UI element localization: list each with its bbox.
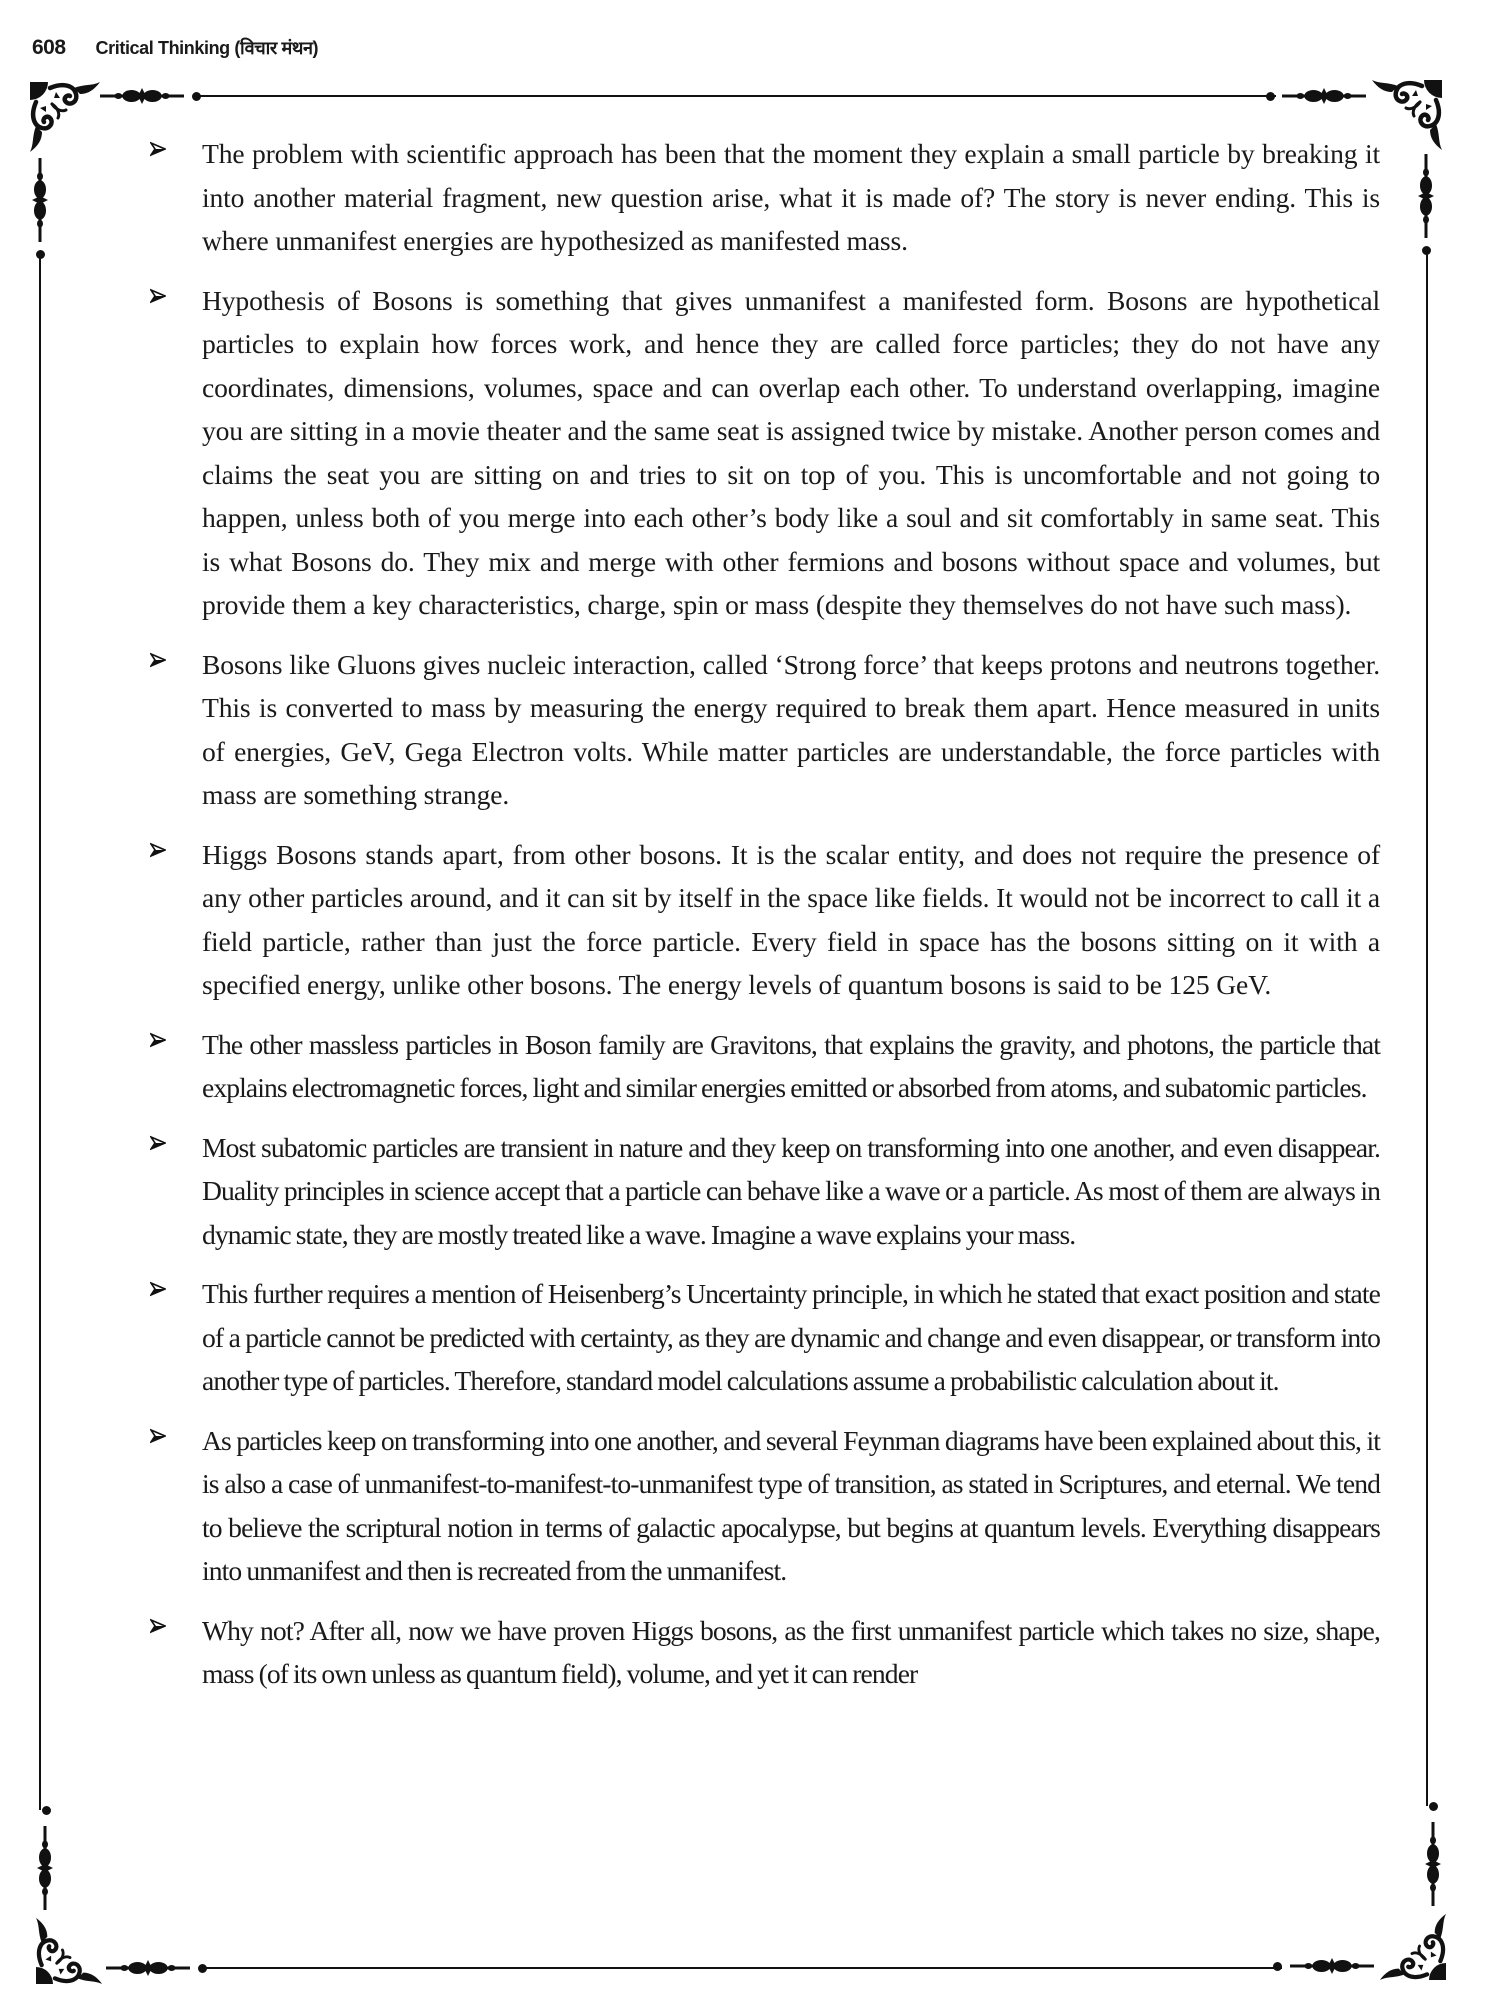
frame-line-bottom bbox=[202, 1967, 1282, 1969]
divider-ornament-top-left-icon bbox=[100, 88, 184, 104]
divider-ornament-bottom-left-icon bbox=[106, 1960, 190, 1976]
divider-ornament-bottom-right-icon bbox=[1290, 1958, 1374, 1974]
bullet-text: The problem with scientific approach has been that the moment they explain a small particle by breaking it into another material fragment, new question arise, what it is made of? The story is never ending. This is where unmanifest energies are hypothesized as manifested mass. bbox=[202, 138, 1380, 256]
bullet-item bbox=[150, 833, 1380, 1007]
frame-dot bbox=[1429, 1802, 1438, 1811]
frame-line-top bbox=[196, 95, 1276, 97]
divider-ornament-right-bottom-icon bbox=[1425, 1822, 1441, 1906]
bullet-text: As particles keep on transforming into one another, and several Feynman diagrams have been explained about this, it is also a case of unmanifest-to-manifest-to-unmanifest type of transition, as stated in Scriptures, and eternal. We tend to believe the scriptural notion in terms of galactic apocalypse, but begins at quantum levels. Everything disappears into unmanifest and then is recreated from the unmanifest. bbox=[202, 1424, 1380, 1586]
running-title: Critical Thinking (विचार मंथन) bbox=[95, 38, 319, 58]
triangle-bullet-icon bbox=[150, 1281, 166, 1297]
bullet-text: Most subatomic particles are transient in nature and they keep on transforming into one another, and even disappear. Duality principles in science accept that a particle can behave like a wave or a particle. As most of them are always in dynamic state, they are mostly treated like a wave. Imagine a wave explains your mass. bbox=[202, 1131, 1380, 1250]
bullet-text: This further requires a mention of Heisenberg’s Uncertainty principle, in which he stated that exact position and state of a particle cannot be predicted with certainty, as they are dynamic and change and even disappear, or transform into another type of particles. Therefore, standard model calculations assume a probabilistic calculation about it. bbox=[202, 1278, 1380, 1396]
bullet-text: Higgs Bosons stands apart, from other bosons. It is the scalar entity, and does not require the presence of any other particles around, and it can sit by itself in the space like fields. It would not be incorrect to call it a field particle, rather than just the force particle. Every field in space has the bosons sitting on it with a specified energy, unlike other bosons. The energy levels of quantum bosons is said to be 125 GeV. bbox=[202, 838, 1380, 1000]
bullet-text: Bosons like Gluons gives nucleic interaction, called ‘Strong force’ that keeps protons and neutrons together. This is converted to mass by measuring the energy required to break them apart. Hence measured in units of energies, GeV, Gega Electron volts. While matter particles are understandable, the force particles with mass are something strange. bbox=[202, 648, 1380, 810]
page-header bbox=[32, 36, 318, 60]
divider-ornament-right-top-icon bbox=[1418, 154, 1434, 238]
triangle-bullet-icon bbox=[150, 141, 166, 157]
divider-ornament-left-bottom-icon bbox=[37, 1826, 53, 1910]
frame-dot bbox=[42, 1806, 51, 1815]
triangle-bullet-icon bbox=[150, 1135, 166, 1151]
bullet-list bbox=[150, 132, 1380, 1712]
bullet-text: Why not? After all, now we have proven Higgs bosons, as the first unmanifest particle which takes no size, shape, mass (of its own unless as quantum field), volume, and yet it can render bbox=[202, 1614, 1380, 1689]
divider-ornament-top-right-icon bbox=[1282, 88, 1366, 104]
bullet-item bbox=[150, 1272, 1380, 1403]
bullet-item bbox=[150, 1023, 1380, 1110]
corner-flourish-bottom-left-icon bbox=[36, 1916, 104, 1984]
triangle-bullet-icon bbox=[150, 842, 166, 858]
bullet-text: The other massless particles in Boson family are Gravitons, that explains the gravity, and photons, the particle that explains electromagnetic forces, light and similar energies emitted or absorbed from atoms, and subatomic particles. bbox=[202, 1028, 1380, 1103]
bullet-item bbox=[150, 279, 1380, 627]
bullet-item bbox=[150, 1419, 1380, 1593]
page-number: 608 bbox=[32, 36, 66, 59]
divider-ornament-left-top-icon bbox=[32, 158, 48, 242]
frame-dot bbox=[1266, 92, 1275, 101]
corner-flourish-bottom-right-icon bbox=[1378, 1912, 1446, 1980]
triangle-bullet-icon bbox=[150, 288, 166, 304]
bullet-item bbox=[150, 1126, 1380, 1257]
corner-flourish-top-left-icon bbox=[30, 82, 102, 154]
triangle-bullet-icon bbox=[150, 652, 166, 668]
bullet-text: Hypothesis of Bosons is something that gives unmanifest a manifested form. Bosons are hypothetical particles to explain how forces work, and hence they are called force particles; they do not have any coordinates, dimensions, volumes, space and can overlap each other. To understand overlapping, imagine you are sitting in a movie theater and the same seat is assigned twice by mistake. Another person comes and claims the seat you are sitting on and tries to sit on top of you. This is uncomfortable and not going to happen, unless both of you merge into each other’s body like a soul and sit comfortably in same seat. This is what Bosons do. They mix and merge with other fermions and bosons without space and volumes, but provide them a key characteristics, charge, spin or mass (despite they themselves do not have such mass). bbox=[202, 284, 1380, 620]
frame-line-left bbox=[39, 254, 41, 1810]
frame-line-right bbox=[1426, 250, 1428, 1806]
triangle-bullet-icon bbox=[150, 1428, 166, 1444]
triangle-bullet-icon bbox=[150, 1032, 166, 1048]
frame-dot bbox=[1273, 1962, 1282, 1971]
corner-flourish-top-right-icon bbox=[1370, 80, 1442, 152]
bullet-item bbox=[150, 132, 1380, 263]
bullet-item bbox=[150, 643, 1380, 817]
triangle-bullet-icon bbox=[150, 1618, 166, 1634]
bullet-item bbox=[150, 1609, 1380, 1696]
